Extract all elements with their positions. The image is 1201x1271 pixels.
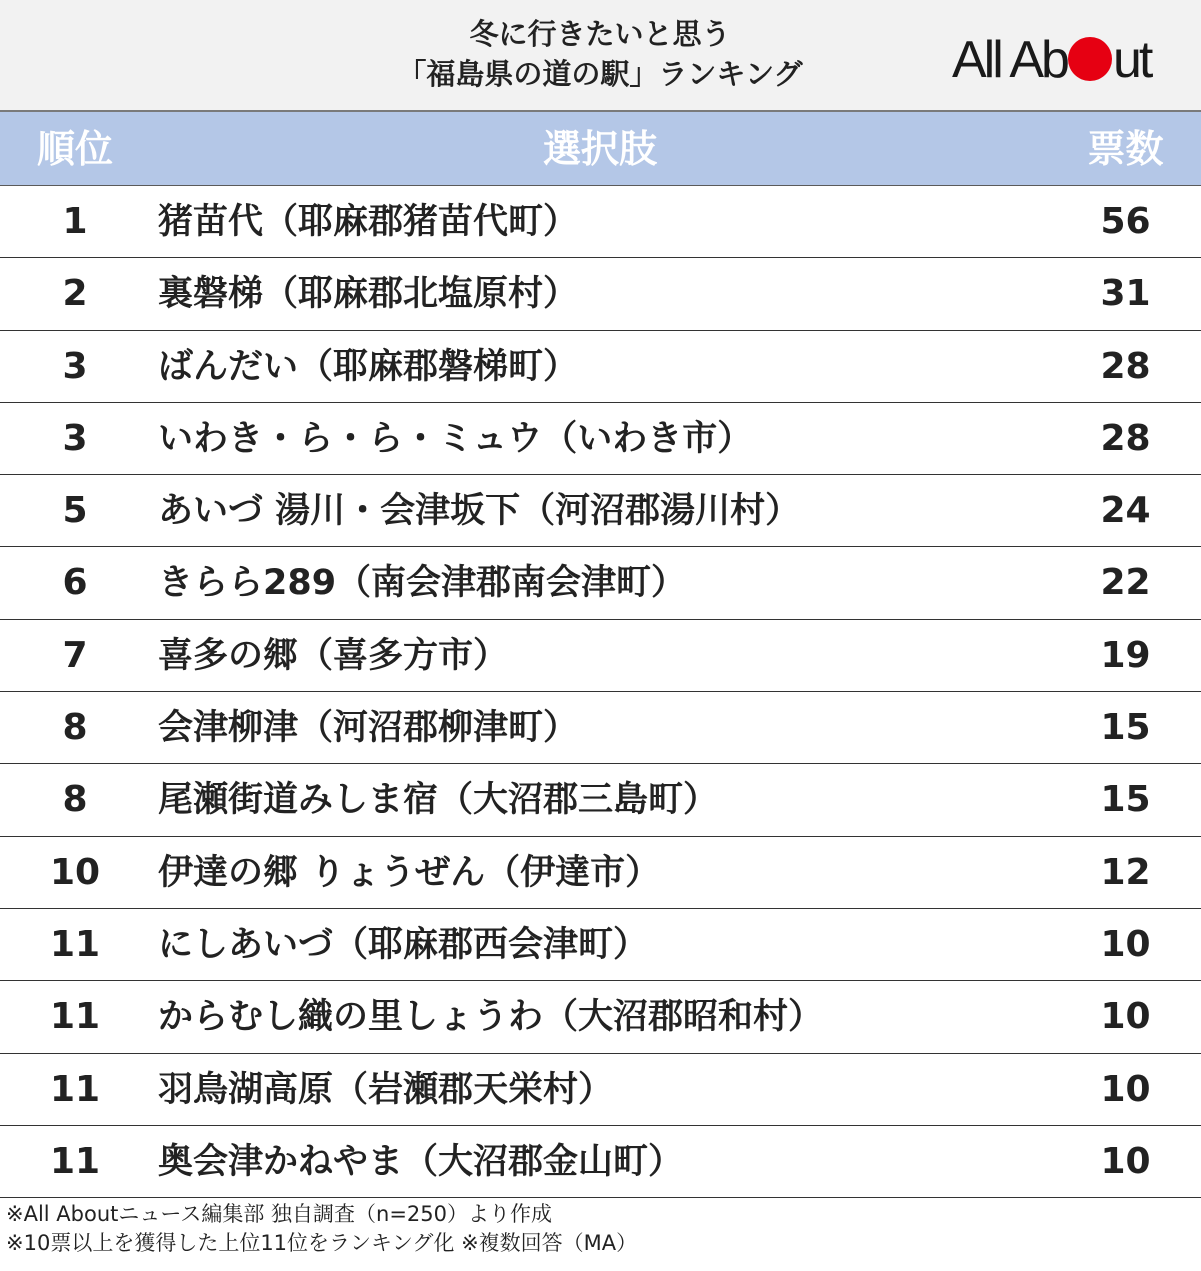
votes-cell: 10 — [1100, 996, 1151, 1038]
title-line-1: 冬に行きたいと思う — [469, 17, 731, 51]
rank-cell: 7 — [62, 634, 88, 676]
station-name-cell: 尾瀬街道みしま宿（大沼郡三島町） — [158, 780, 719, 821]
votes-cell: 56 — [1100, 201, 1151, 242]
title-line-2: 「福島県の道の駅」ランキング — [397, 57, 803, 91]
table-row — [0, 403, 1201, 475]
votes-cell: 10 — [1100, 923, 1151, 965]
rank-cell: 8 — [62, 779, 88, 821]
column-header-choice: 選択肢 — [542, 127, 657, 171]
footnote-method: ※10票以上を獲得した上位11位をランキング化 ※複数回答（MA） — [6, 1231, 638, 1255]
rank-cell: 11 — [49, 923, 101, 965]
votes-cell: 28 — [1100, 345, 1151, 387]
table-header — [0, 112, 1201, 186]
table-row — [0, 331, 1201, 403]
footnote-source: ※All Aboutニュース編集部 独自調査（n=250）より作成 — [6, 1202, 553, 1226]
station-name-cell: からむし織の里しょうわ（大沼郡昭和村） — [158, 997, 824, 1038]
table-row — [0, 1126, 1201, 1198]
votes-cell: 15 — [1100, 707, 1151, 749]
station-name-cell: ばんだい（耶麻郡磐梯町） — [158, 346, 579, 387]
station-name-cell: にしあいづ（耶麻郡西会津町） — [158, 924, 649, 965]
table-row — [0, 692, 1201, 764]
column-header-votes: 票数 — [1087, 127, 1164, 171]
table-row — [0, 547, 1201, 619]
votes-cell: 10 — [1100, 1140, 1151, 1182]
table-row — [0, 837, 1201, 909]
votes-cell: 15 — [1100, 779, 1151, 821]
rank-cell: 11 — [49, 996, 101, 1038]
rank-cell: 3 — [62, 417, 88, 459]
rank-cell: 10 — [49, 851, 101, 893]
table-row — [0, 981, 1201, 1053]
page-title — [290, 14, 910, 94]
column-header-rank: 順位 — [36, 127, 113, 171]
logo-text-left: All Ab — [952, 31, 1067, 89]
table-row — [0, 475, 1201, 547]
rank-cell: 5 — [62, 490, 88, 532]
station-name-cell: 伊達の郷 りょうぜん（伊達市） — [158, 852, 661, 893]
rank-cell: 8 — [62, 707, 88, 749]
footnotes — [6, 1200, 637, 1258]
rank-cell: 3 — [62, 345, 88, 387]
station-name-cell: いわき・ら・ら・ミュウ（いわき市） — [158, 418, 753, 459]
table-row — [0, 620, 1201, 692]
rank-cell: 11 — [49, 1140, 101, 1182]
station-name-cell: 会津柳津（河沼郡柳津町） — [158, 708, 579, 749]
logo-red-dot — [1068, 37, 1112, 81]
table-row — [0, 1054, 1201, 1126]
votes-cell: 28 — [1100, 417, 1151, 459]
votes-cell: 22 — [1100, 562, 1151, 604]
table-row — [0, 764, 1201, 836]
logo-text-right: ut — [1112, 31, 1151, 89]
rank-cell: 2 — [62, 273, 88, 315]
station-name-cell: あいづ 湯川・会津坂下（河沼郡湯川村） — [158, 491, 801, 532]
all-about-logo — [952, 32, 1150, 88]
votes-cell: 12 — [1100, 851, 1151, 893]
station-name-cell: きらら289（南会津郡南会津町） — [158, 563, 687, 604]
ranking-table-body — [0, 186, 1201, 1198]
station-name-cell: 猪苗代（耶麻郡猪苗代町） — [158, 202, 579, 242]
station-name-cell: 奥会津かねやま（大沼郡金山町） — [158, 1141, 684, 1182]
page-header — [0, 0, 1201, 112]
votes-cell: 10 — [1100, 1068, 1151, 1110]
votes-cell: 19 — [1100, 634, 1151, 676]
rank-cell: 1 — [62, 201, 88, 242]
votes-cell: 24 — [1100, 490, 1151, 532]
table-row — [0, 186, 1201, 258]
rank-cell: 6 — [62, 562, 88, 604]
rank-cell: 11 — [49, 1068, 101, 1110]
votes-cell: 31 — [1100, 273, 1151, 315]
station-name-cell: 喜多の郷（喜多方市） — [158, 635, 509, 676]
table-row — [0, 258, 1201, 330]
station-name-cell: 羽鳥湖高原（岩瀬郡天栄村） — [158, 1069, 614, 1110]
table-row — [0, 909, 1201, 981]
station-name-cell: 裏磐梯（耶麻郡北塩原村） — [158, 274, 579, 315]
